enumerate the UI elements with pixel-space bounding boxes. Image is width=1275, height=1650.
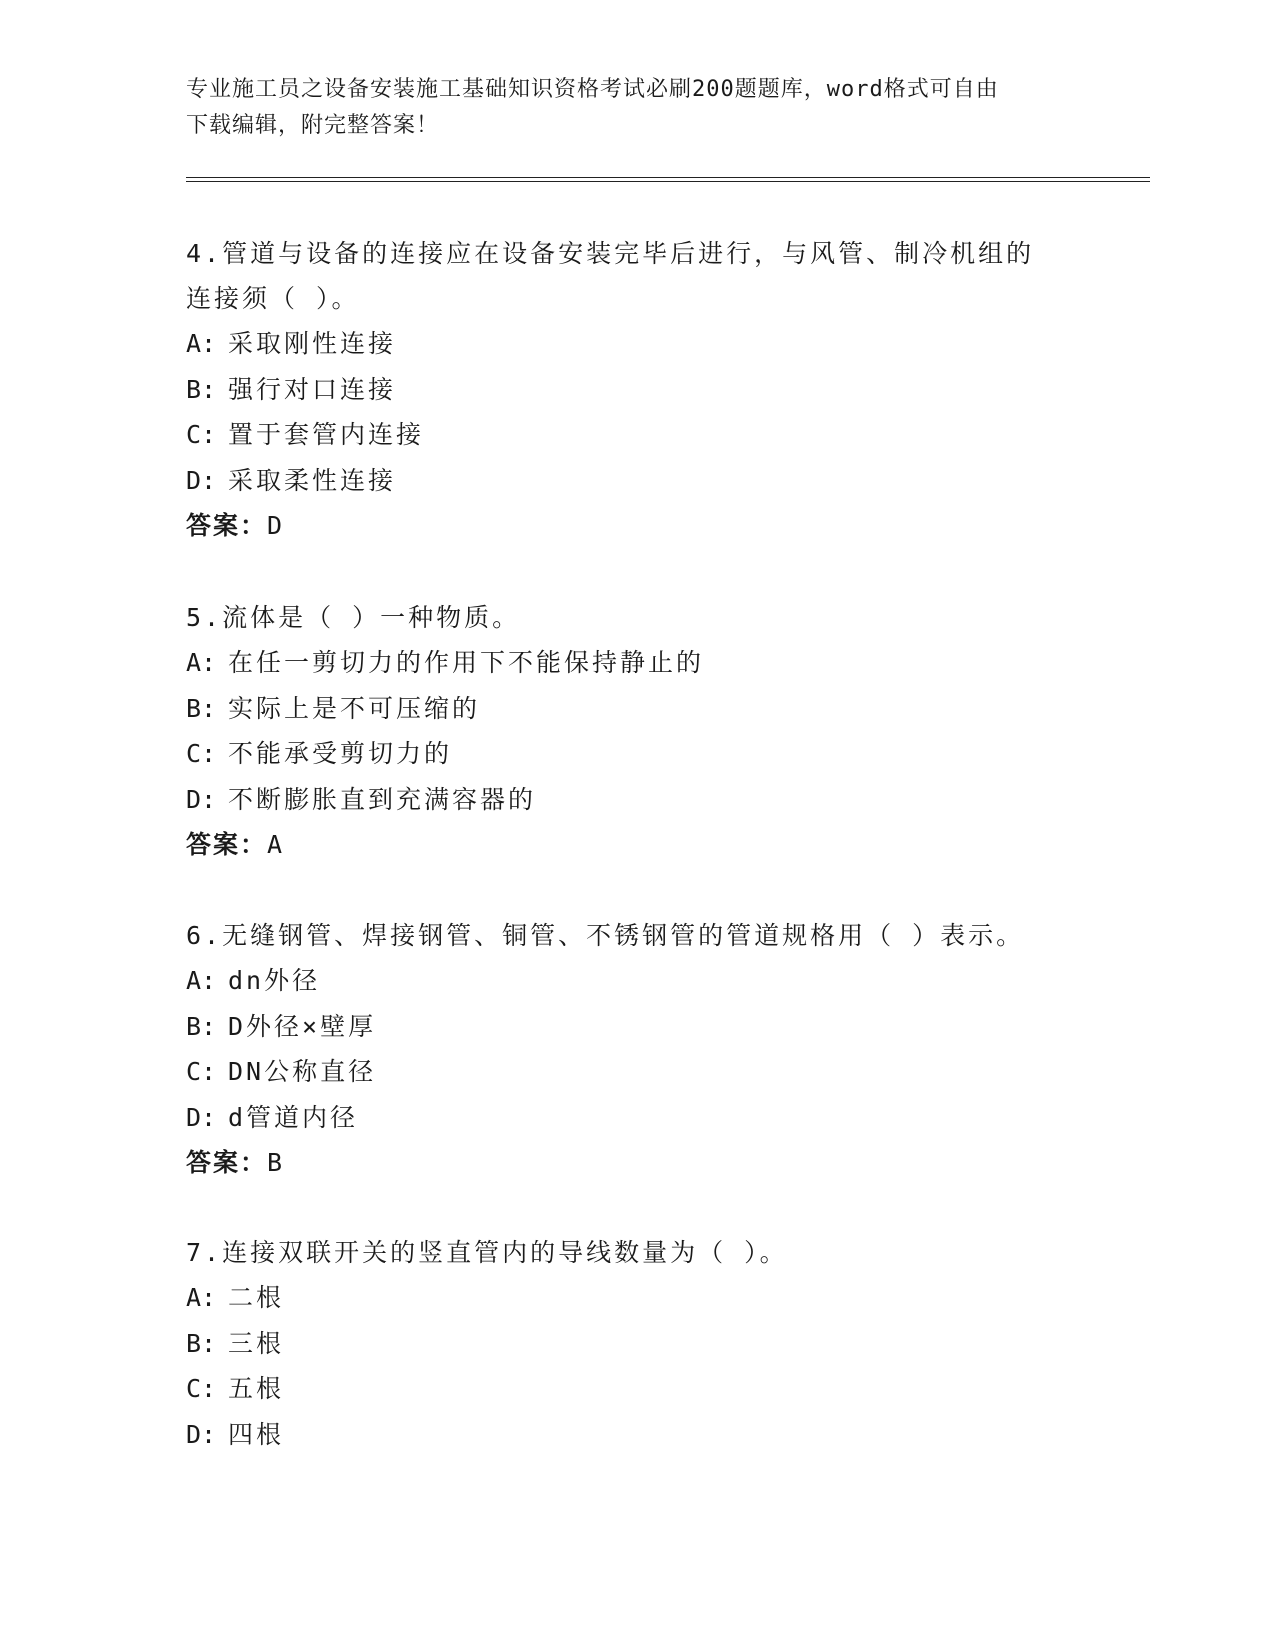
option-a (186, 958, 1086, 1004)
option-letter: B: (186, 1011, 217, 1041)
option-c (186, 731, 1086, 777)
answer-label: 答案： (186, 511, 268, 540)
answer-value: A (267, 830, 285, 859)
option-letter: C: (186, 1374, 217, 1403)
option-text: 二根 (228, 1283, 285, 1312)
option-letter: D: (186, 1419, 217, 1449)
option-text: 三根 (228, 1328, 285, 1358)
option-letter: C: (186, 739, 217, 768)
option-letter: B: (186, 1328, 217, 1358)
option-c (186, 412, 1086, 458)
answer-label: 答案： (186, 1148, 268, 1177)
option-letter: D: (186, 784, 217, 814)
question-4 (186, 231, 1086, 549)
option-d (186, 1412, 1086, 1458)
answer-label: 答案： (186, 830, 268, 859)
option-d (186, 1095, 1086, 1141)
option-b (186, 1321, 1086, 1367)
option-text: 实际上是不可压缩的 (228, 693, 481, 723)
option-text: 四根 (228, 1419, 285, 1449)
option-letter: C: (186, 420, 217, 449)
answer-line (186, 822, 1086, 868)
question-stem-line-1: 6.无缝钢管、焊接钢管、铜管、不锈钢管的管道规格用（ ）表示。 (186, 921, 1025, 950)
option-text: 采取柔性连接 (228, 465, 397, 495)
option-b (186, 686, 1086, 732)
option-text: 五根 (228, 1374, 285, 1403)
option-letter: A: (186, 1283, 217, 1312)
option-text: DN公称直径 (228, 1057, 377, 1086)
option-b (186, 367, 1086, 413)
option-letter: B: (186, 374, 217, 404)
option-c (186, 1366, 1086, 1412)
question-7 (186, 1230, 1086, 1457)
option-text: 在任一剪切力的作用下不能保持静止的 (228, 648, 705, 677)
option-letter: C: (186, 1057, 217, 1086)
question-5 (186, 595, 1086, 868)
answer-value: B (267, 1148, 285, 1177)
option-text: D外径×壁厚 (228, 1011, 377, 1041)
document-header (186, 72, 1066, 144)
option-a (186, 1275, 1086, 1321)
option-letter: B: (186, 693, 217, 723)
option-text: 强行对口连接 (228, 374, 397, 404)
option-letter: D: (186, 465, 217, 495)
answer-value: D (267, 511, 285, 540)
option-a (186, 640, 1086, 686)
option-letter: A: (186, 329, 217, 358)
answer-line (186, 1140, 1086, 1186)
option-letter: D: (186, 1102, 217, 1132)
option-c (186, 1049, 1086, 1095)
option-text: dn外径 (228, 966, 321, 995)
header-divider-bottom (186, 181, 1150, 182)
option-d (186, 777, 1086, 823)
header-divider-top (186, 177, 1150, 178)
option-text: 不断膨胀直到充满容器的 (228, 784, 537, 814)
question-stem-line-2: 连接须（ ）。 (186, 284, 360, 313)
option-letter: A: (186, 648, 217, 677)
header-line-1: 专业施工员之设备安装施工基础知识资格考试必刷200题题库，word格式可自由 (186, 77, 999, 102)
option-text: 采取刚性连接 (228, 329, 397, 358)
header-line-2: 下载编辑，附完整答案！ (186, 113, 440, 138)
option-letter: A: (186, 966, 217, 995)
option-text: 置于套管内连接 (228, 420, 425, 449)
option-b (186, 1004, 1086, 1050)
question-stem-line-1: 7.连接双联开关的竖直管内的导线数量为（ ）。 (186, 1238, 788, 1267)
question-stem-line-1: 4.管道与设备的连接应在设备安装完毕后进行，与风管、制冷机组的 (186, 239, 1035, 268)
question-stem-line-1: 5.流体是（ ）一种物质。 (186, 603, 521, 632)
option-a (186, 321, 1086, 367)
option-text: d管道内径 (228, 1102, 359, 1132)
answer-line (186, 503, 1086, 549)
question-6 (186, 913, 1086, 1186)
option-d (186, 458, 1086, 504)
option-text: 不能承受剪切力的 (228, 739, 453, 768)
